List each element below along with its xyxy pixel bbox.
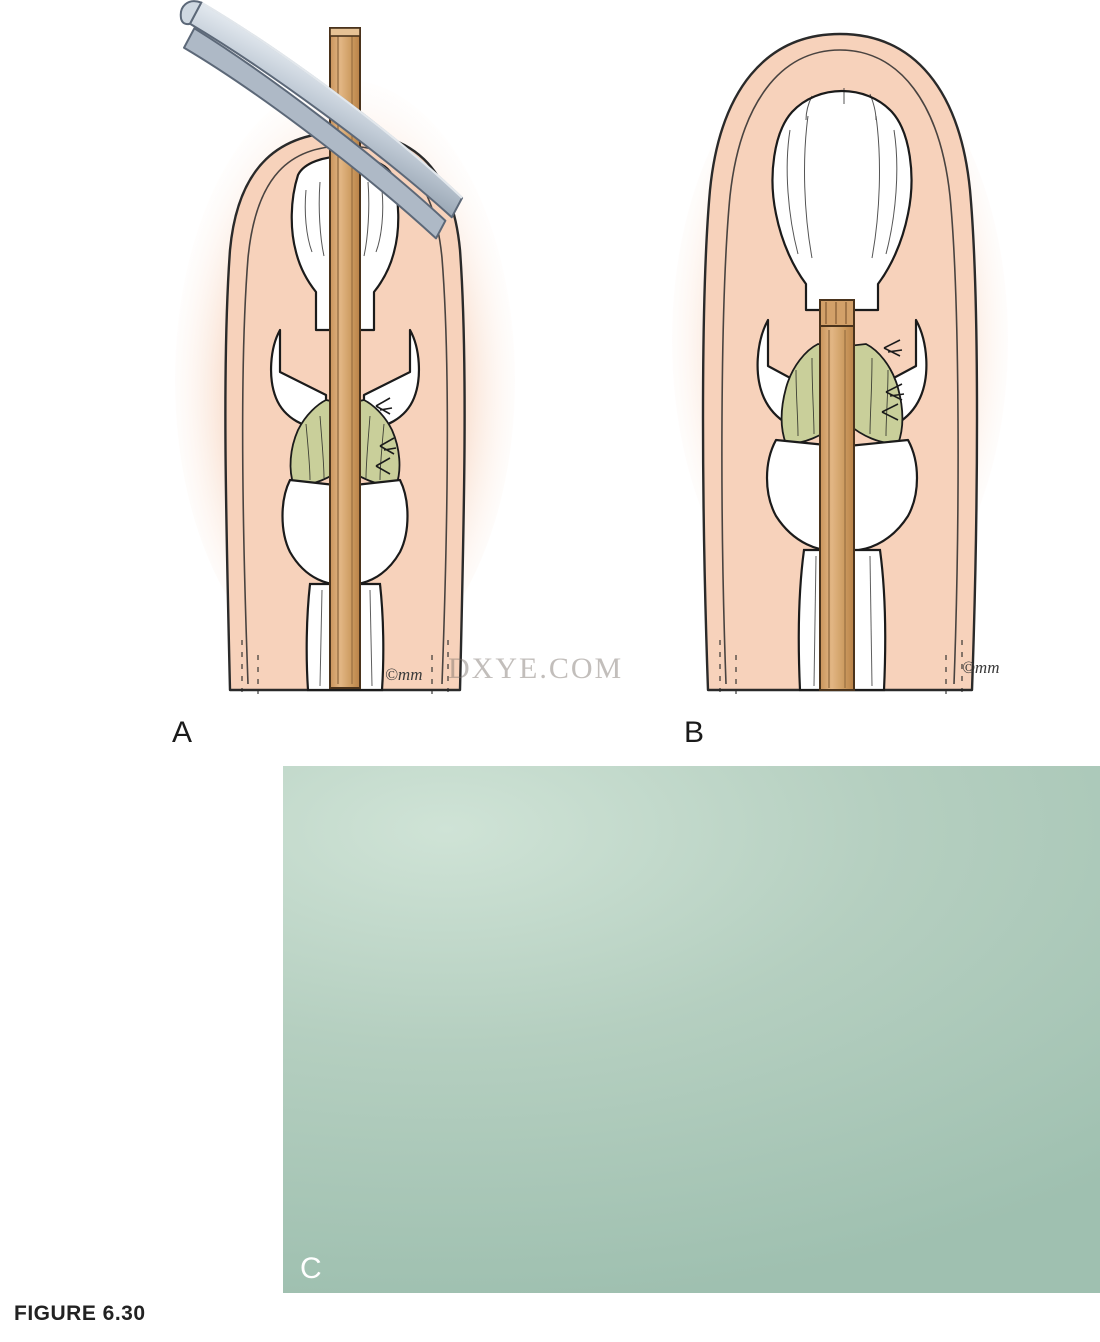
panel-b-illustration [640, 0, 1040, 700]
panel-label-b: B [684, 716, 705, 749]
artist-signature-b: ©mm [962, 658, 1000, 677]
watermark: DXYE.COM [448, 652, 624, 685]
panel-a-illustration [130, 0, 560, 700]
figure-panel-b [640, 0, 1040, 700]
panel-label-a: A [172, 716, 193, 749]
panel-label-c: C [300, 1252, 322, 1285]
figure-panel-a [130, 0, 560, 700]
figure-caption: FIGURE 6.30 [14, 1302, 146, 1325]
artist-signature-a: ©mm [385, 665, 423, 684]
figure-panel-c [283, 766, 1100, 1293]
photo-background [283, 766, 1100, 1293]
